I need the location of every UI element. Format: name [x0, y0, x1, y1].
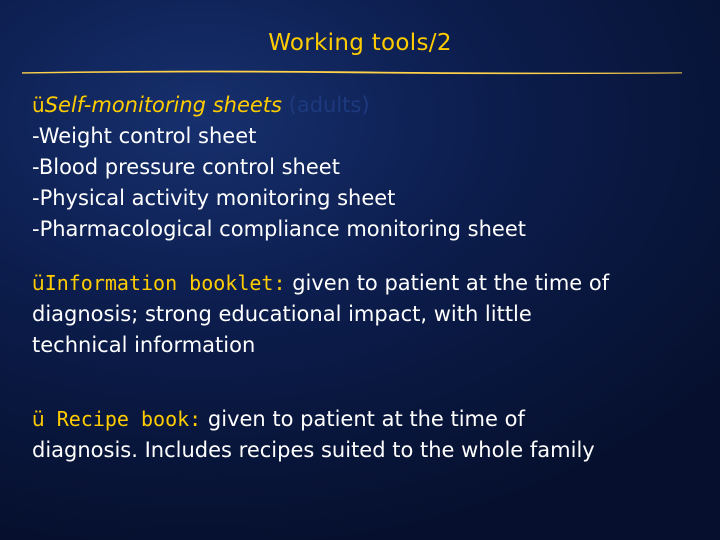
self-monitoring-heading: Self-monitoring sheets: [44, 93, 282, 117]
sheet-item: -Pharmacological compliance monitoring sheet: [32, 217, 526, 241]
recipe-text-2: diagnosis. Includes recipes suited to the whole family: [32, 438, 595, 462]
self-monitoring-section: [32, 90, 702, 245]
checkmark-icon: ü: [32, 271, 45, 295]
booklet-text-1: given to patient at the time of: [285, 271, 610, 295]
sheet-item: -Weight control sheet: [32, 124, 257, 148]
booklet-text-2: diagnosis; strong educational impact, with little: [32, 302, 532, 326]
checkmark-icon: ü: [32, 93, 45, 117]
booklet-section: [32, 268, 702, 361]
recipe-section: [32, 404, 702, 466]
self-monitoring-header: [32, 90, 702, 121]
sheet-item: -Physical activity monitoring sheet: [32, 186, 396, 210]
recipe-text-1: given to patient at the time of: [201, 407, 525, 431]
sheet-item: -Blood pressure control sheet: [32, 155, 340, 179]
booklet-heading: Information booklet:: [44, 271, 286, 295]
self-monitoring-faint-suffix: (adults): [281, 93, 370, 117]
slide-title: Working tools/2: [268, 30, 452, 56]
booklet-text-3: technical information: [32, 333, 256, 357]
recipe-line-1: [32, 404, 702, 435]
recipe-heading: Recipe book:: [44, 407, 202, 431]
booklet-line-1: [32, 268, 702, 299]
title-divider: [22, 69, 682, 75]
checkmark-icon: ü: [32, 407, 45, 431]
